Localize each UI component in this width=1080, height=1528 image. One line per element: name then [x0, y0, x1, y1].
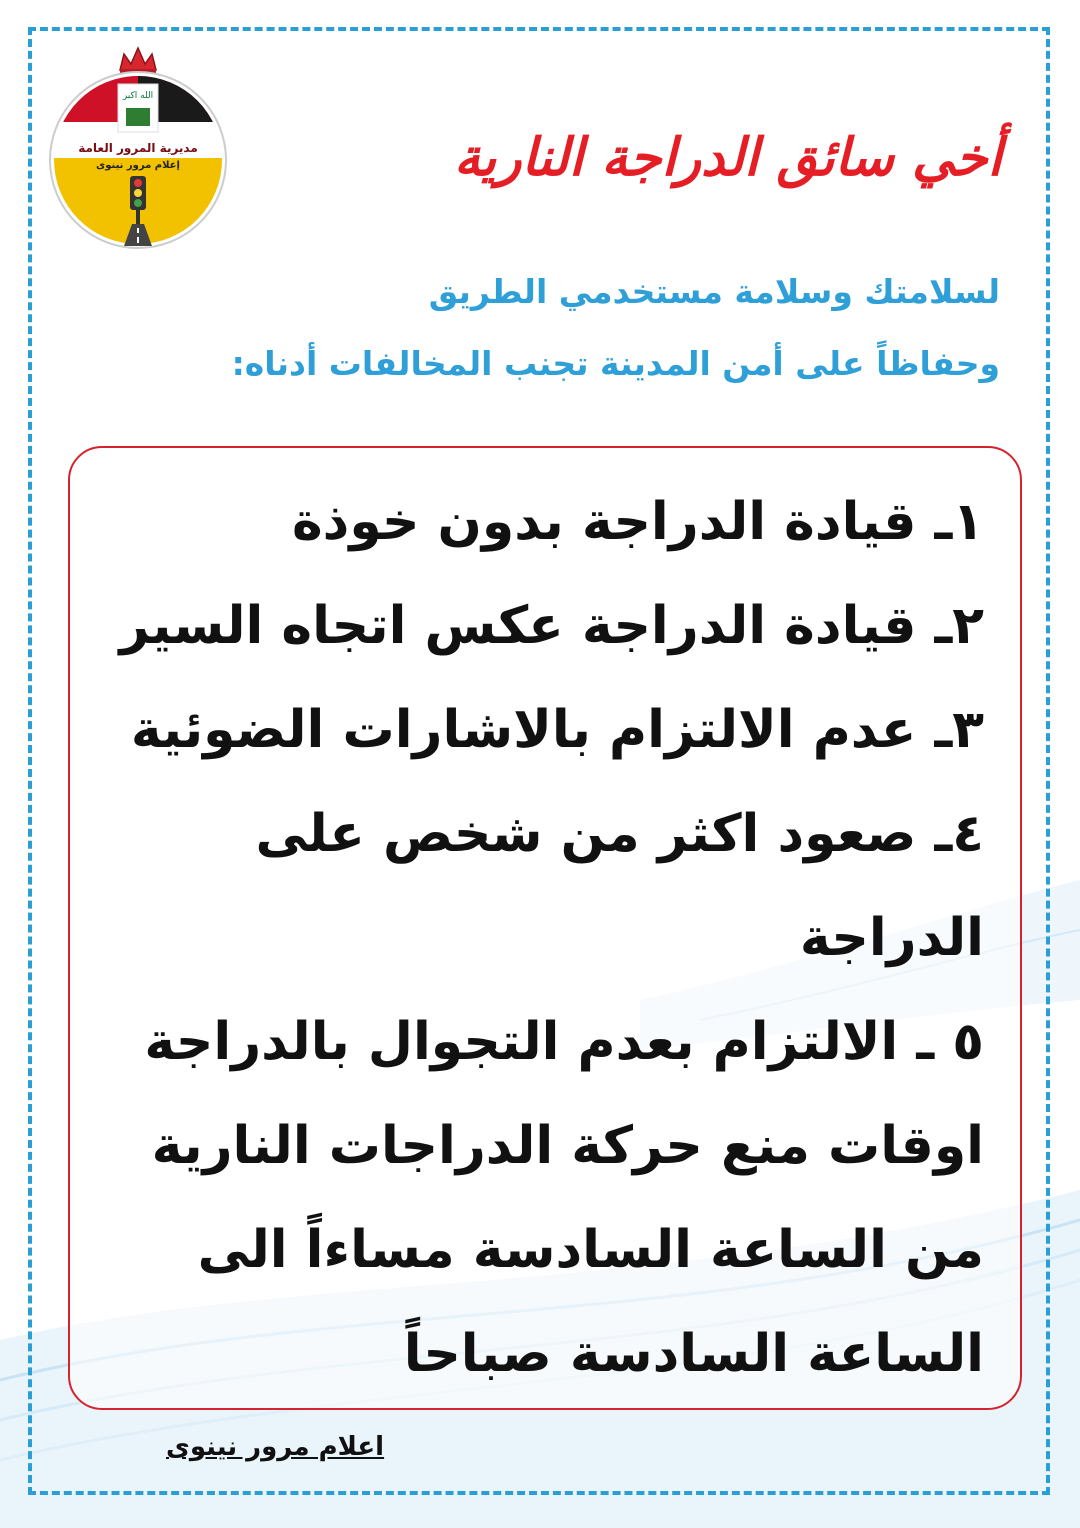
rule-item-1: ١ـ قيادة الدراجة بدون خوذة — [291, 492, 984, 552]
rule-item-2: ٢ـ قيادة الدراجة عكس اتجاه السير — [119, 596, 984, 656]
logo-org-name: مديرية المرور العامة — [78, 141, 198, 155]
footer-credit: اعلام مرور نينوى — [166, 1432, 385, 1462]
crown-icon — [120, 48, 156, 75]
page-title: أخي سائق الدراجة النارية — [454, 128, 1002, 188]
logo-dept-name: إعلام مرور نينوى — [96, 160, 180, 171]
rule-item-3: ٣ـ عدم الالتزام بالاشارات الضوئية — [130, 700, 984, 760]
subtitle-line-1: لسلامتك وسلامة مستخدمي الطريق — [428, 272, 1000, 311]
violations-list — [106, 470, 984, 1406]
traffic-directorate-logo — [40, 40, 236, 250]
subtitle-line-2: وحفاظاً على أمن المدينة تجنب المخالفات أدناه: — [231, 344, 1000, 383]
violations-box — [68, 446, 1022, 1410]
logo-top-text: الله اكبر — [122, 91, 154, 101]
rule-item-4: ٤ـ صعود اكثر من شخص على الدراجة — [255, 804, 984, 968]
rule-item-5: ٥ ـ الالتزام بعدم التجوال بالدراجة اوقات منع حركة الدراجات النارية من الساعة السادسة مساءاً الى الساعة السادسة صباحاً — [144, 1012, 984, 1384]
